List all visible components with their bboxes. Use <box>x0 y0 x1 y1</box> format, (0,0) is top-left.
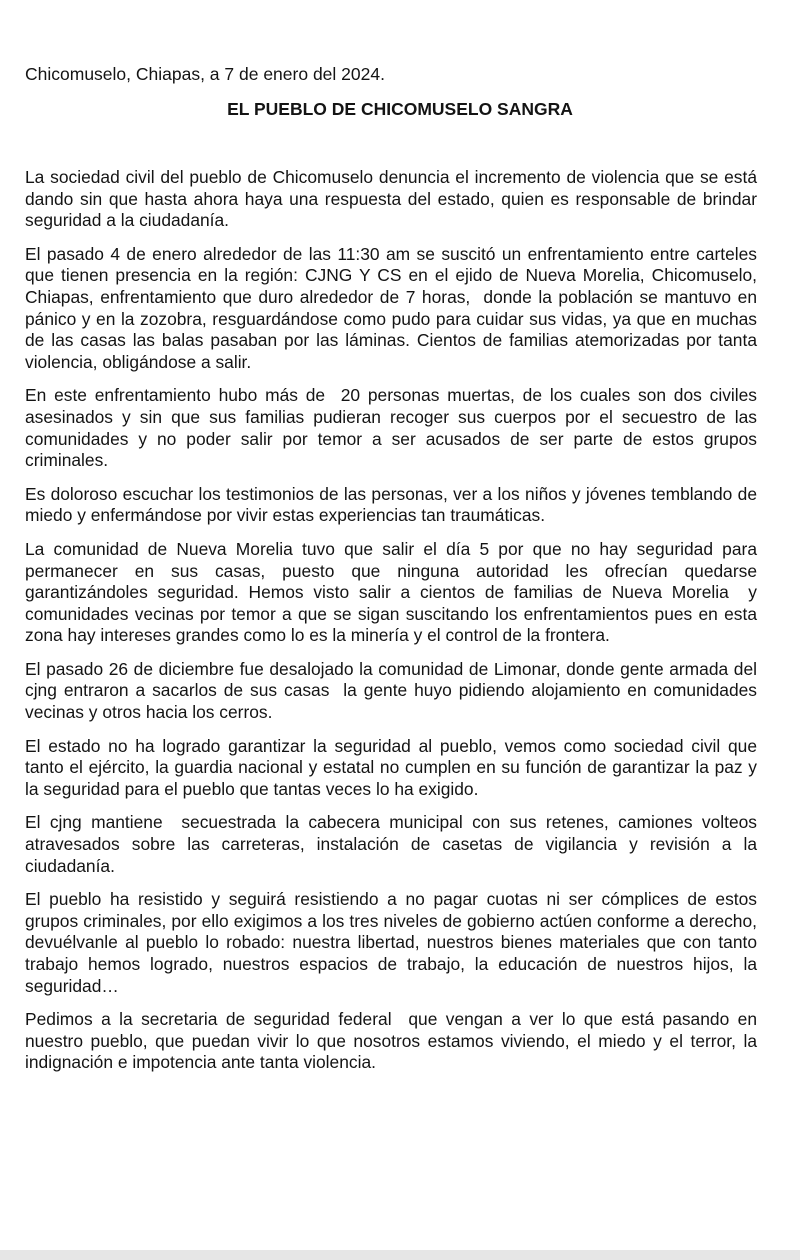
paragraph: El cjng mantiene secuestrada la cabecera municipal con sus retenes, camiones volteos atravesados sobre las carreteras, instalación de casetas de vigilancia y revisión a la ciudadanía. <box>25 812 762 876</box>
dateline: Chicomuselo, Chiapas, a 7 de enero del 2024. <box>25 64 385 84</box>
paragraph: El pasado 26 de diciembre fue desalojado la comunidad de Limonar, donde gente armada del cjng entraron a sacarlos de sus casas la gente huyo pidiendo alojamiento en comunidades vecinas y otros hacia los cerros. <box>25 658 762 723</box>
document-body <box>25 167 762 1086</box>
paragraph: En este enfrentamiento hubo más de 20 personas muertas, de los cuales son dos civiles asesinados y sin que sus familias pudieran recoger sus cuerpos por el secuestro de las comunidades y no poder salir por temor a ser acusados de ser parte de estos grupos criminales. <box>25 385 762 471</box>
paragraph: El pasado 4 de enero alrededor de las 11:30 am se suscitó un enfrentamiento entre carteles que tienen presencia en la región: CJNG Y CS en el ejido de Nueva Morelia, Chicomuselo, Chiapas, enfrentamiento que duro alrededor de 7 horas, donde la población se mantuvo en pánico y en la zozobra, resguardándose como pudo para cuidar sus vidas, ya que en muchas de las casas las balas pasaban por las láminas. Cientos de familias atemorizadas por tanta violencia, obligándose a salir. <box>25 243 762 372</box>
paragraph: Pedimos a la secretaria de seguridad federal que vengan a ver lo que está pasando en nuestro pueblo, que puedan vivir lo que nosotros estamos viviendo, el miedo y el terror, la indignación e impotencia ante tanta violencia. <box>25 1009 762 1073</box>
paragraph: Es doloroso escuchar los testimonios de las personas, ver a los niños y jóvenes temblando de miedo y enfermándose por vivir estas experiencias tan traumáticas. <box>25 483 762 526</box>
paragraph: La sociedad civil del pueblo de Chicomuselo denuncia el incremento de violencia que se está dando sin que hasta ahora haya una respuesta del estado, quien es responsable de brindar seguridad a la ciudadanía. <box>25 167 762 231</box>
document-title: EL PUEBLO DE CHICOMUSELO SANGRA <box>227 99 573 119</box>
paragraph: El pueblo ha resistido y seguirá resistiendo a no pagar cuotas ni ser cómplices de estos grupos criminales, por ello exigimos a los tres niveles de gobierno actúen conforme a derecho, devuélvanle al pueblo lo robado: nuestra libertad, nuestros bienes materiales que con tanto trabajo hemos logrado, nuestros espacios de trabajo, la educación de nuestros hijos, la seguridad… <box>25 889 762 996</box>
page-bottom-edge <box>0 1250 800 1260</box>
paragraph: El estado no ha logrado garantizar la seguridad al pueblo, vemos como sociedad civil que tanto el ejército, la guardia nacional y estatal no cumplen en su función de garantizar la paz y la seguridad para el pueblo que tantas veces lo ha exigido. <box>25 735 762 799</box>
paragraph: La comunidad de Nueva Morelia tuvo que salir el día 5 por que no hay seguridad para permanecer en sus casas, puesto que ninguna autoridad les ofrecían quedarse garantizándoles seguridad. Hemos visto salir a cientos de familias de Nueva Morelia y comunidades vecinas por temor a que se sigan suscitando los enfrentamientos pues en esta zona hay intereses grandes como lo es la minería y el control de la frontera. <box>25 538 762 646</box>
